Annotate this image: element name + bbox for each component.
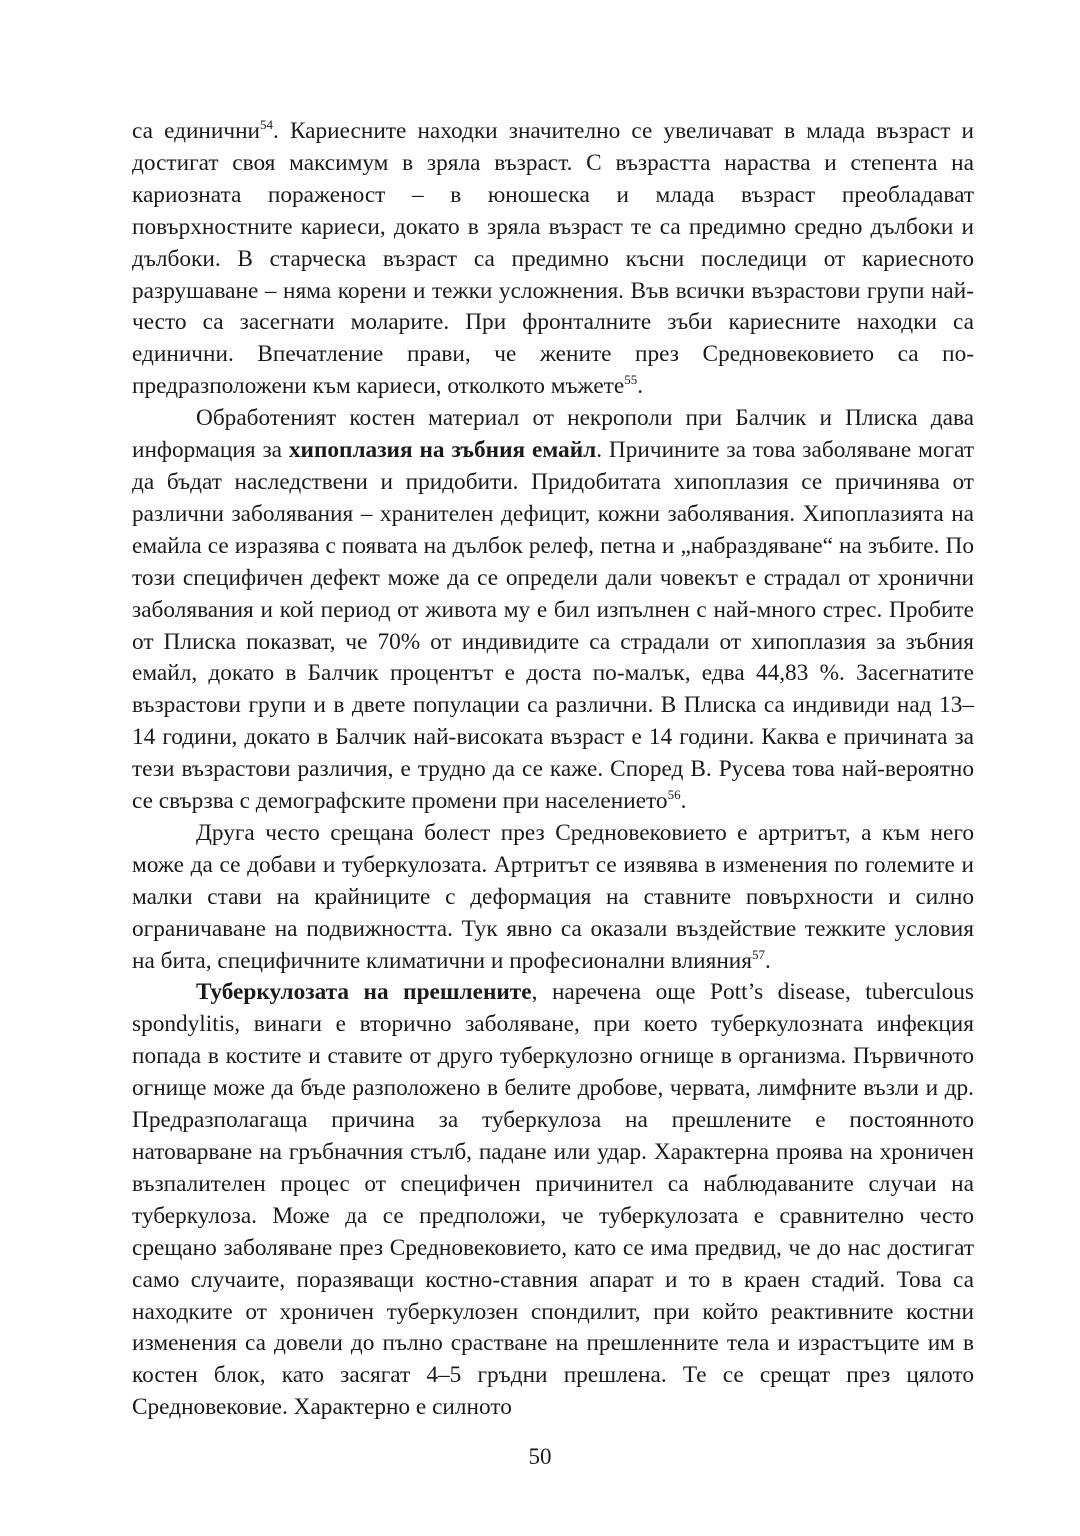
text-run: . Кариесните находки значително се увеличават в млада възраст и достигат своя максимум в зряла възраст. С възрастта нараства и степента на кариозната пораженост – в юношеска и млада възраст преобладават повърхностните кариеси, докато в зряла възраст те са предимно средно дълбоки и дълбоки. В старческа възраст са предимно късни последици от кариесното разрушаване – няма корени и тежки усложнения. Във всички възрастови групи най-често са засегнати моларите. При фронталните зъби кариесните находки са единични. Впечатление прави, че жените през Средновековието са по-предразположени към кариеси, отколкото мъжете: [132, 118, 975, 400]
text-run: .: [637, 373, 644, 400]
footnote-ref: 57: [751, 946, 765, 962]
page-number: 50: [528, 1444, 552, 1469]
paragraph: [132, 403, 974, 818]
text-run: .: [764, 947, 771, 974]
page-body: [132, 116, 974, 1424]
footnote-ref: 54: [260, 117, 274, 133]
paragraph: [132, 977, 974, 1424]
text-run: са единични: [132, 118, 261, 144]
text-run: .: [680, 788, 687, 815]
text-run: Друга често срещана болест през Средновековието е артритът, а към него може да се добави и туберкулозата. Артритът се изявява в изменения по големите и малки стави на крайниците с деформация на ставните повърхности и силно ограничаване на подвижността. Тук явно са оказали въздействие тежките условия на бита, специфичните климатични и професионални влияния: [132, 819, 974, 974]
footnote-ref: 56: [667, 787, 681, 803]
bold-term: Туберкулозата на прешлените: [196, 979, 532, 1006]
bold-term: хипоплазия на зъбния емайл: [288, 437, 597, 464]
paragraph: [132, 116, 974, 403]
paragraph: [132, 818, 974, 978]
footnote-ref: 55: [624, 372, 638, 388]
text-run: , наречена още Pott’s disease, tuberculous spondylitis, винаги е вторично заболяване, при което туберкулозната инфекция попада в костите и ставите от друго туберкулозно огнище в организма. Първичното огнище може да бъде разположено в белите дробове, червата, лимфните възли и др. Предразполагаща причина за туберкулоза на прешлените е постоянното натоварване на гръбначния стълб, падане или удар. Характерна проява на хроничен възпалителен процес от специфичен причинител са наблюдаваните случаи на туберкулоза. Може да се предположи, че туберкулозата е сравнително често срещано заболяване през Средновековието, като се има предвид, че до нас достигат само случаите, поразяващи костно-ставния апарат и то в краен стадий. Това са находките от хроничен туберкулозен спондилит, при който реактивните костни изменения са довели до пълно срастване на прешленните тела и израстъците им в костен блок, като засягат 4–5 гръдни прешлена. Те се срещат през цялото Средновековие. Характерно е силното: [132, 979, 975, 1421]
text-run: Обработеният костен материал от некрополи при Балчик и Плиска дава информация за: [132, 405, 974, 464]
text-run: . Причините за това заболяване могат да бъдат наследствени и придобити. Придобитата хипоплазия се причинява от различни заболявания – хранителен дефицит, кожни заболявания. Хипоплазията на емайла се изразява с появата на дълбок релеф, петна и „набраздяване“ на зъбите. По този специфичен дефект може да се определи дали човекът е страдал от хронични заболявания и кой период от живота му е бил изпълнен с най-много стрес. Пробите от Плиска показват, че 70% от индивидите са страдали от хипоплазия за зъбния емайл, докато в Балчик процентът е доста по-малък, едва 44,83 %. Засегнатите възрастови групи и в двете популации са различни. В Плиска са индивиди над 13–14 години, докато в Балчик най-високата възраст е 14 години. Каква е причината за тези възрастови различия, е трудно да се каже. Според В. Русева това най-вероятно се свързва с демографските промени при населението: [132, 437, 974, 815]
